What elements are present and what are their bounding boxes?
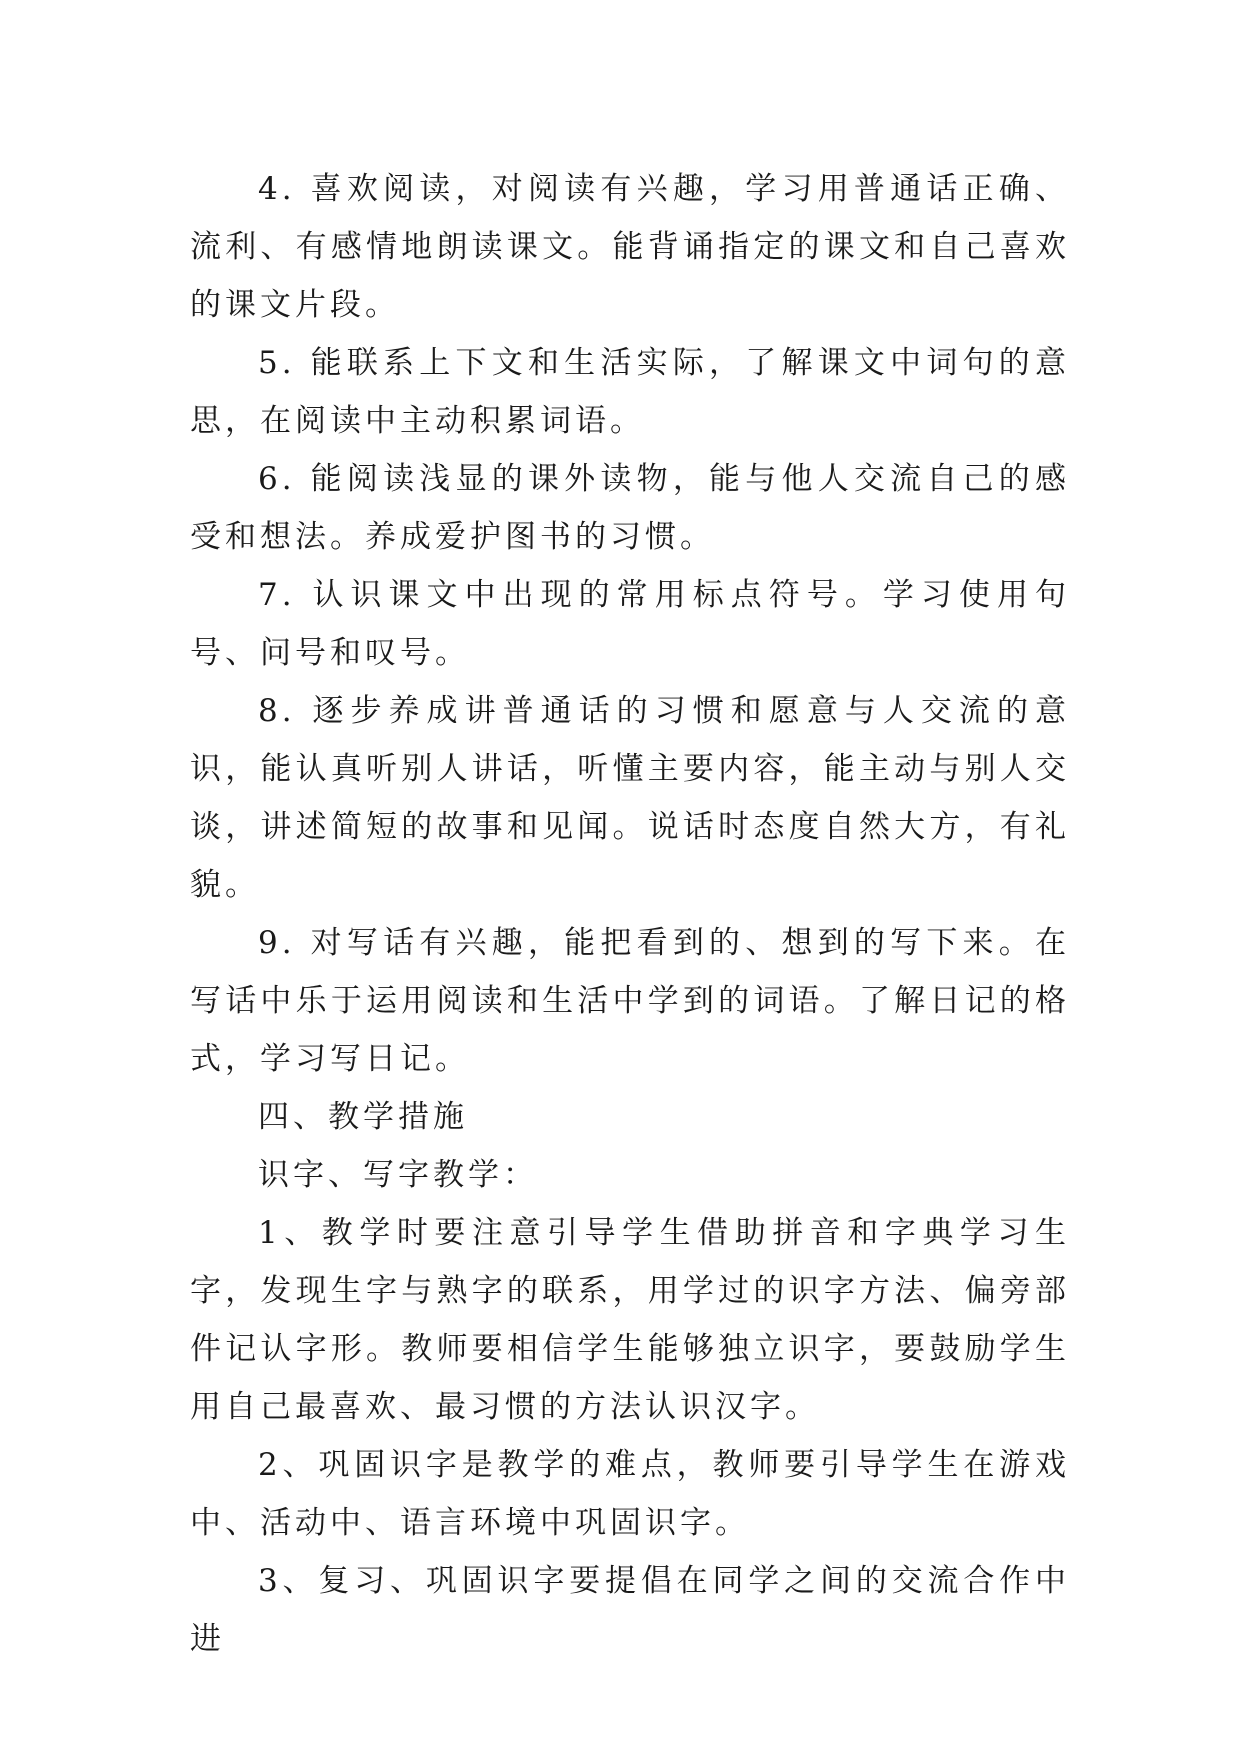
paragraph-goal-6: 6. 能阅读浅显的课外读物，能与他人交流自己的感受和想法。养成爱护图书的习惯。 (190, 461, 1070, 555)
paragraph-measure-1: 1、教学时要注意引导学生借助拼音和字典学习生字，发现生字与熟字的联系，用学过的识字方法、偏旁部件记认字形。教师要相信学生能够独立识字，要鼓励学生用自己最喜欢、最习惯的方法认识汉字。 (190, 1215, 1070, 1425)
paragraph-goal-8: 8. 逐步养成讲普通话的习惯和愿意与人交流的意识，能认真听别人讲话，听懂主要内容，能主动与别人交谈，讲述简短的故事和见闻。说话时态度自然大方，有礼貌。 (190, 693, 1070, 903)
paragraph-goal-5: 5. 能联系上下文和生活实际，了解课文中词句的意思，在阅读中主动积累词语。 (190, 345, 1070, 439)
paragraph-measure-3: 3、复习、巩固识字要提倡在同学之间的交流合作中进 (190, 1563, 1070, 1657)
paragraph-goal-9: 9. 对写话有兴趣，能把看到的、想到的写下来。在写话中乐于运用阅读和生活中学到的词语。了解日记的格式，学习写日记。 (190, 925, 1070, 1077)
document-body (190, 160, 1070, 1668)
subheading-literacy-teaching: 识字、写字教学： (258, 1157, 538, 1193)
section-heading-teaching-measures: 四、教学措施 (258, 1099, 468, 1135)
paragraph-goal-4: 4. 喜欢阅读，对阅读有兴趣，学习用普通话正确、流利、有感情地朗读课文。能背诵指定的课文和自己喜欢的课文片段。 (190, 171, 1070, 323)
paragraph-goal-7: 7. 认识课文中出现的常用标点符号。学习使用句号、问号和叹号。 (190, 577, 1070, 671)
paragraph-measure-2: 2、巩固识字是教学的难点，教师要引导学生在游戏中、活动中、语言环境中巩固识字。 (190, 1447, 1070, 1541)
